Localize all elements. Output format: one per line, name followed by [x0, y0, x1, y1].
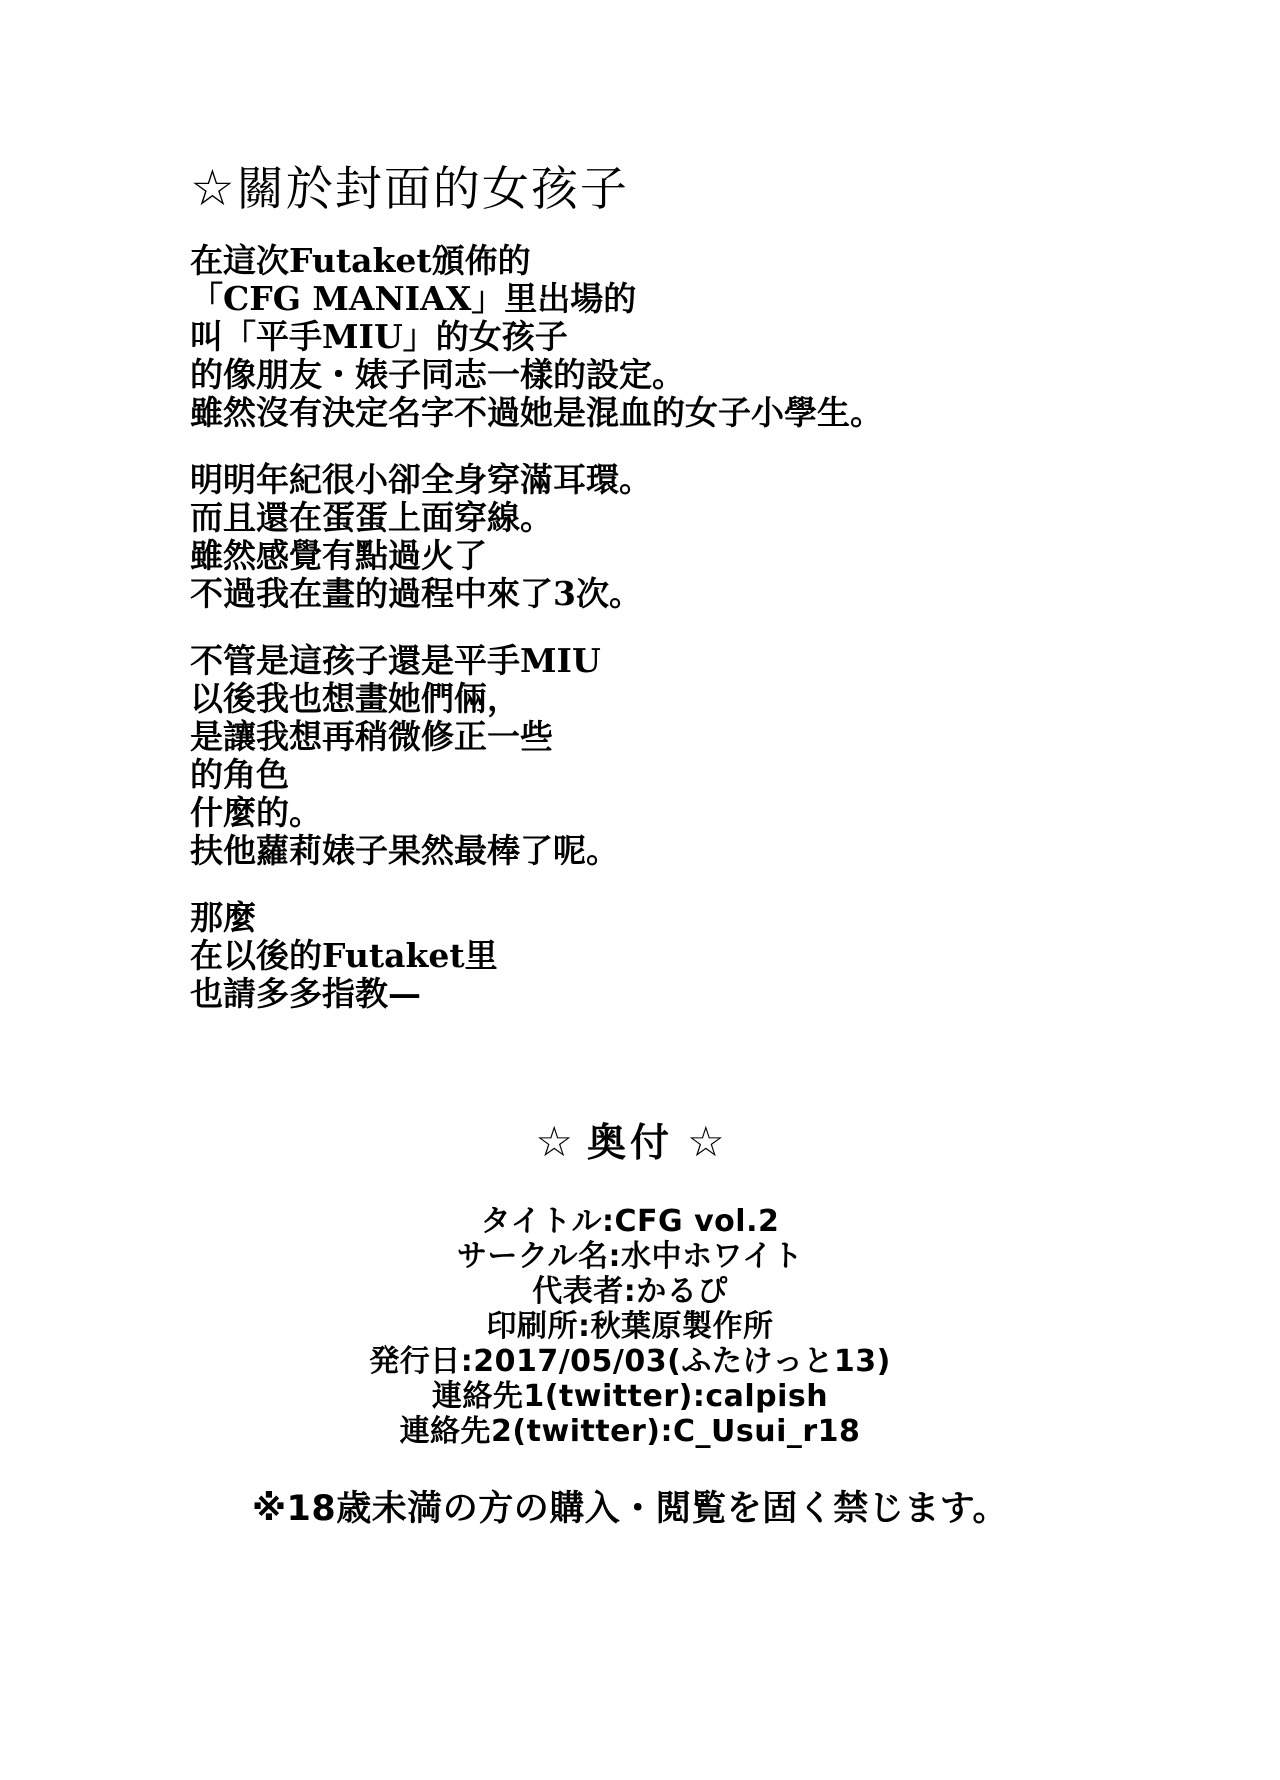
star-icon: ☆	[687, 1117, 725, 1166]
afterword-paragraph-4	[190, 899, 1090, 1013]
colophon-entry-circle: サークル名:水中ホワイト	[456, 1239, 804, 1274]
text-line: 也請多多指教—	[190, 974, 421, 1013]
text-line: 的角色	[190, 755, 289, 794]
text-line: 什麼的。	[190, 793, 322, 832]
afterword-heading-text: 關於封面的女孩子	[236, 162, 629, 217]
text-line: 明明年紀很小卻全身穿滿耳環。	[190, 460, 652, 499]
star-icon: ☆	[535, 1117, 573, 1166]
text-line: 不管是這孩子還是平手MIU	[190, 641, 601, 680]
text-line: 扶他蘿莉婊子果然最棒了呢。	[190, 831, 619, 870]
afterword-heading	[190, 160, 1090, 218]
text-line: 雖然感覺有點過火了	[190, 536, 487, 575]
text-line: 雖然沒有決定名字不過她是混血的女子小學生。	[190, 393, 883, 432]
text-line: 是讓我想再稍微修正一些	[190, 717, 553, 756]
text-line: 以後我也想畫她們倆，	[190, 679, 520, 718]
colophon-heading-text: 奥付	[586, 1121, 673, 1166]
colophon-entry-author: 代表者:かるぴ	[532, 1274, 728, 1309]
text-line: 在這次Futaket頒佈的	[190, 241, 531, 280]
text-line: 「CFG MANIAX」里出場的	[190, 279, 637, 318]
colophon-heading	[0, 1118, 1260, 1168]
afterword-paragraph-2	[190, 461, 1090, 613]
text-line: 不過我在畫的過程中來了3次。	[190, 574, 642, 613]
text-line: 的像朋友・婊子同志一樣的設定。	[190, 355, 685, 394]
colophon-entry-pubdate: 発行日:2017/05/03(ふたけっと13)	[369, 1344, 891, 1379]
text-line: 而且還在蛋蛋上面穿線。	[190, 498, 553, 537]
age-warning: ※18歳未満の方の購入・閲覧を固く禁じます。	[252, 1489, 1008, 1529]
colophon-entry-contact-1: 連絡先1(twitter):calpish	[431, 1379, 829, 1414]
colophon-entry-title: タイトル:CFG vol.2	[480, 1204, 780, 1239]
colophon-section	[0, 1118, 1260, 1529]
text-line: 在以後的Futaket里	[190, 936, 498, 975]
afterword-paragraph-1	[190, 242, 1090, 432]
afterword-paragraph-3	[190, 642, 1090, 870]
colophon-entry-printer: 印刷所:秋葉原製作所	[486, 1309, 774, 1344]
colophon-entry-contact-2: 連絡先2(twitter):C_Usui_r18	[399, 1414, 861, 1449]
text-line: 叫「平手MIU」的女孩子	[190, 317, 568, 356]
afterword-section	[190, 160, 1090, 1042]
text-line: 那麼	[190, 898, 256, 937]
star-icon: ☆	[190, 159, 237, 217]
